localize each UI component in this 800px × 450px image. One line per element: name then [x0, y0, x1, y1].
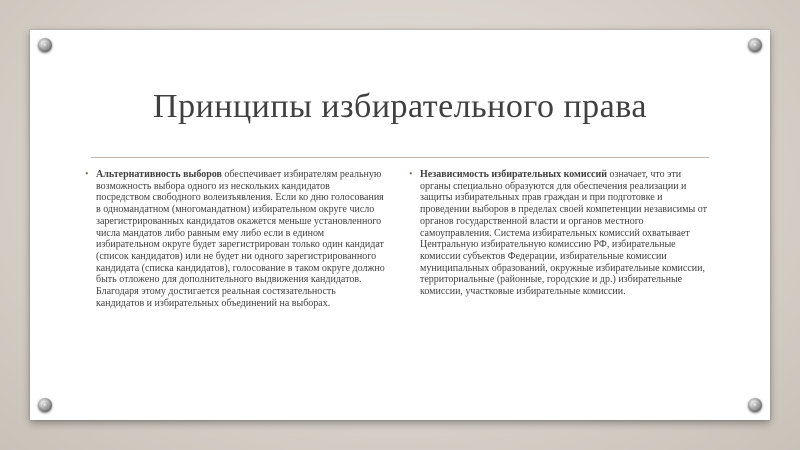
bullet-icon: •	[409, 169, 413, 180]
left-paragraph	[96, 169, 386, 309]
pushpin-icon	[38, 398, 52, 412]
left-column	[85, 169, 386, 309]
bullet-icon: •	[85, 169, 89, 180]
right-paragraph	[420, 169, 712, 298]
pushpin-icon	[748, 398, 762, 412]
pushpin-icon	[748, 38, 762, 52]
right-column	[409, 169, 712, 298]
left-text: обеспечивает избирателям реальную возможность выбора одного из нескольких кандидатов посредством свободного волеизъявления. Если ко дню голосования в одномандатном (многомандатном) избирательном округе число зарегистрированных кандидатов окажется меньше установленного числа мандатов либо равным ему либо если в едином избирательном округе будет зарегистрирован только один кандидат (список кандидатов) или не будет ни одного зарегистрированного кандидата (списка кандидатов), голосование в таком округе должно быть отложено для дополнительного выдвижения кандидатов. Благодаря этому достигается реальная состязательность кандидатов и избирательных объединений на выборах.	[96, 169, 385, 309]
right-text: означает, что эти органы специально образуются для обеспечения реализации и защиты избирательных прав граждан и при подготовке и проведении выборов в пределах своей компетенции независимы от органов государственной власти и органов местного самоуправления. Система избирательных комиссий охватывает Центральную избирательную комиссию РФ, избирательные комиссии субъектов Федерации, избирательные комиссии муниципальных образований, окружные избирательные комиссии, территориальные (районные, городские и др.) избирательные комиссии, участковые избирательные комиссии.	[420, 169, 707, 298]
title-divider	[91, 157, 709, 158]
right-term: Независимость избирательных комиссий	[420, 169, 607, 180]
left-term: Альтернативность выборов	[96, 169, 222, 180]
pushpin-icon	[38, 38, 52, 52]
slide-title: Принципы избирательного права	[153, 88, 647, 125]
